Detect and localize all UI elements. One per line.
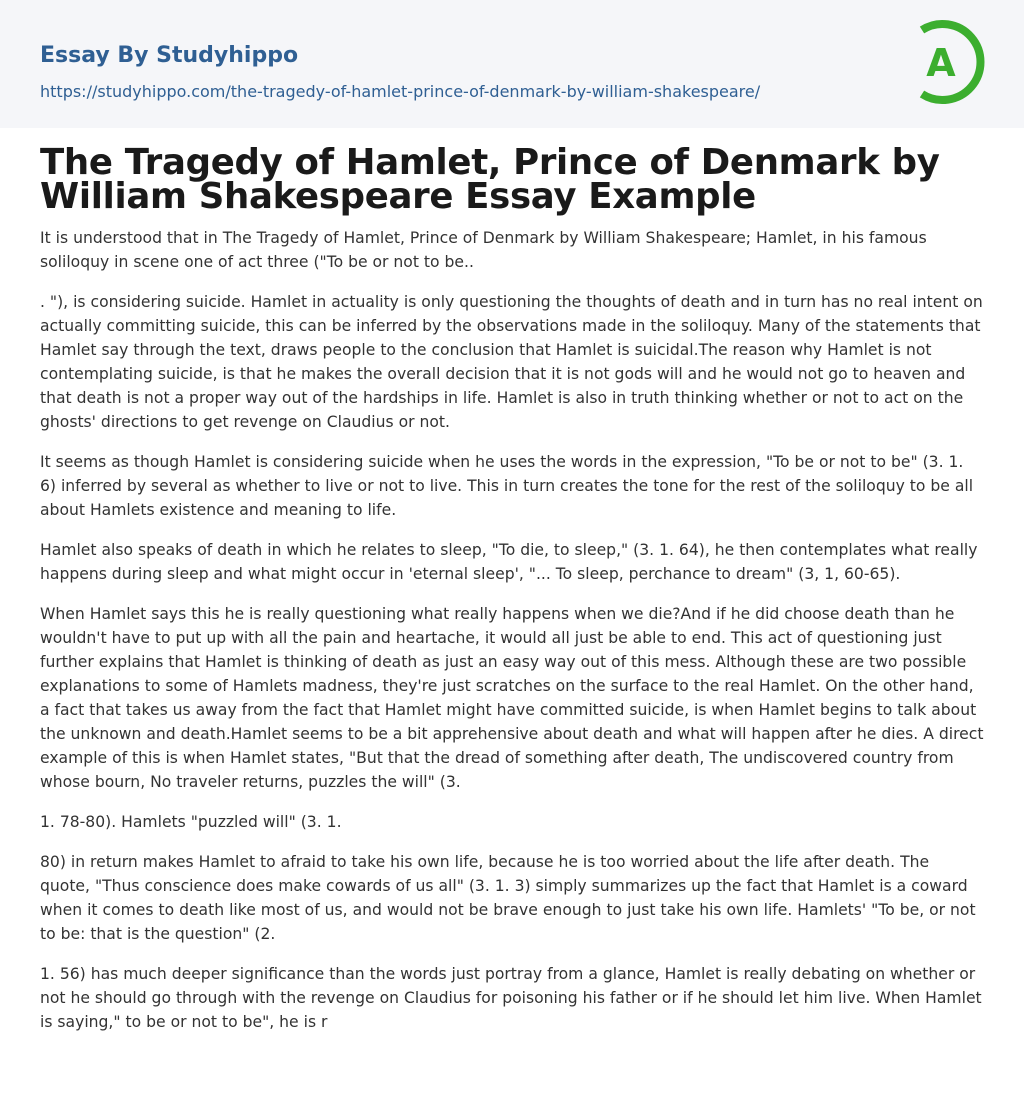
paragraph: 80) in return makes Hamlet to afraid to take his own life, because he is too worried about the life after death. The quote, "Thus conscience does make cowards of us all" (3. 1. 3) simply summarizes up the fact that Hamlet is a coward when it comes to death like most of us, and would not be brave enough to just take his own life. Hamlets' "To be, or not to be: that is the question" (2. — [40, 853, 976, 943]
paragraph: It seems as though Hamlet is considering suicide when he uses the words in the expression, "To be or not to be" (3. 1. 6) inferred by several as whether to live or not to live. This in turn creates the tone for the rest of the soliloquy to be all about Hamlets existence and meaning to life. — [40, 453, 974, 519]
logo-letter: A — [926, 41, 956, 85]
paragraph: When Hamlet says this he is really questioning what really happens when we die?And if he did choose death than he wouldn't have to put up with all the pain and heartache, it would all just be able to end. This act of questioning just further explains that Hamlet is thinking of death as just an easy way out of this mess. Although these are two possible explanations to some of Hamlets madness, they're just scratches on the surface to the real Hamlet. On the other hand, a fact that takes us away from the fact that Hamlet might have committed suicide, is when Hamlet begins to talk about the unknown and death.Hamlet seems to be a bit apprehensive about death and what will happen after he dies. A direct example of this is when Hamlet states, "But that the dread of something after death, The undiscovered country from whose bourn, No traveler returns, puzzles the will" (3. — [40, 605, 984, 791]
paragraph: 1. 78-80). Hamlets "puzzled will" (3. 1. — [40, 813, 342, 831]
site-header — [0, 0, 1024, 128]
article — [0, 128, 1024, 1034]
paragraph: 1. 56) has much deeper significance than the words just portray from a glance, Hamlet is really debating on whether or not he should go through with the revenge on Claudius for poisoning his father or if he should let him live. When Hamlet is saying," to be or not to be", he is r — [40, 965, 982, 1031]
source-url-link[interactable]: https://studyhippo.com/the-tragedy-of-hamlet-prince-of-denmark-by-william-shakespeare/ — [40, 82, 761, 101]
studyhippo-logo-icon[interactable] — [914, 18, 986, 106]
paragraph: Hamlet also speaks of death in which he relates to sleep, "To die, to sleep," (3. 1. 64), he then contemplates what really happens during sleep and what might occur in 'eternal sleep', "... To sleep, perchance to dream" (3, 1, 60-65). — [40, 541, 978, 583]
article-title: The Tragedy of Hamlet, Prince of Denmark by William Shakespeare Essay Example — [40, 142, 940, 217]
paragraph: . "), is considering suicide. Hamlet in actuality is only questioning the thoughts of death and in turn has no real intent on actually committing suicide, this can be inferred by the observations made in the soliloquy. Many of the statements that Hamlet say through the text, draws people to the conclusion that Hamlet is suicidal.The reason why Hamlet is not contemplating suicide, is that he makes the overall decision that it is not gods will and he would not go to heaven and that death is not a proper way out of the hardships in life. Hamlet is also in truth thinking whether or not to act on the ghosts' directions to get revenge on Claudius or not. — [40, 293, 983, 431]
site-name[interactable]: Essay By Studyhippo — [40, 43, 299, 68]
paragraph: It is understood that in The Tragedy of Hamlet, Prince of Denmark by William Shakespeare; Hamlet, in his famous soliloquy in scene one of act three ("To be or not to be.. — [40, 229, 927, 271]
